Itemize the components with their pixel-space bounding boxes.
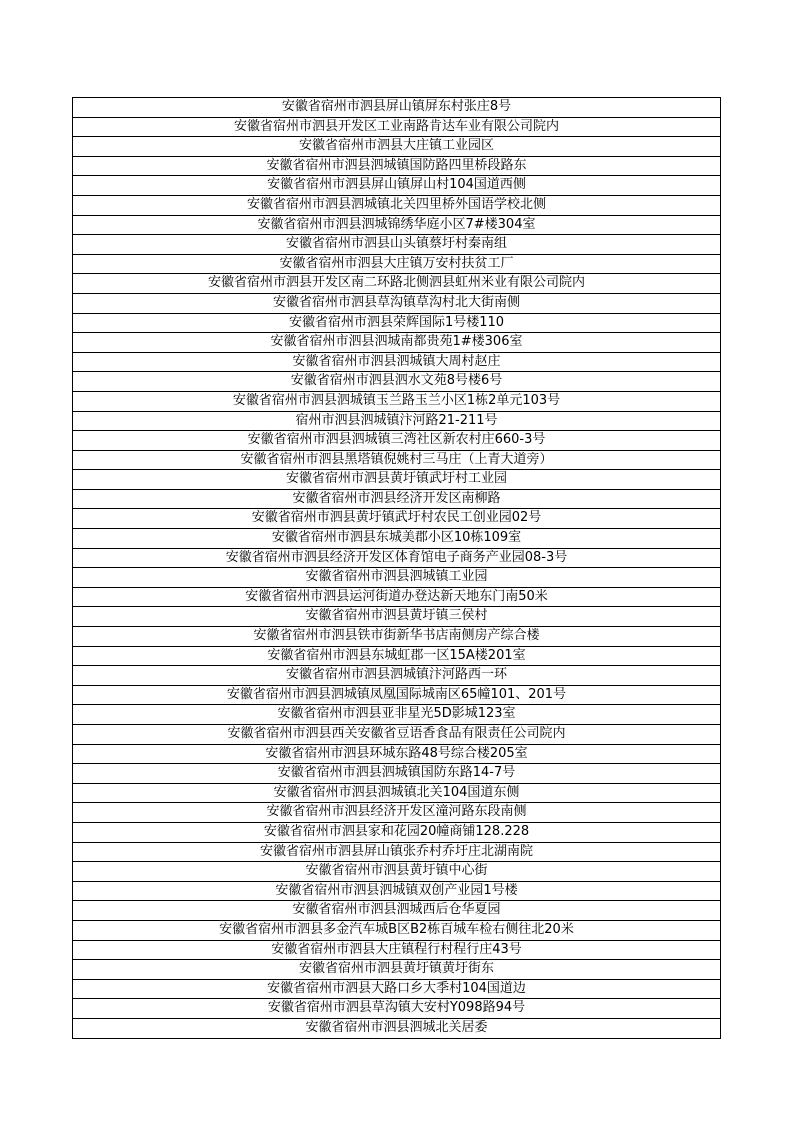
table-row [73,646,721,666]
table-row [73,1018,721,1038]
table-row [73,783,721,803]
table-row [73,293,721,313]
address-cell: 安徽省宿州市泗县草沟镇大安村Y098路94号 [73,999,721,1019]
table-row [73,764,721,784]
address-cell: 安徽省宿州市泗县泗城镇玉兰路玉兰小区1栋2单元103号 [73,391,721,411]
table-row [73,568,721,588]
table-row [73,666,721,686]
table-row [73,685,721,705]
address-cell: 安徽省宿州市泗县亚非星光5D影城123室 [73,705,721,725]
table-row [73,176,721,196]
address-cell: 安徽省宿州市泗县泗城镇工业园 [73,568,721,588]
table-row [73,803,721,823]
table-row [73,587,721,607]
table-row [73,999,721,1019]
address-cell: 宿州市泗县泗城镇汴河路21-211号 [73,411,721,431]
address-cell: 安徽省宿州市泗县大路口乡大季村104国道边 [73,979,721,999]
table-row [73,822,721,842]
address-cell: 安徽省宿州市泗县东城美郡小区10栋109室 [73,529,721,549]
table-row [73,489,721,509]
address-cell: 安徽省宿州市泗县泗水文苑8号楼6号 [73,372,721,392]
table-row [73,137,721,157]
address-cell: 安徽省宿州市泗县泗城镇北关104国道东侧 [73,783,721,803]
address-cell: 安徽省宿州市泗县东城虹郡一区15A楼201室 [73,646,721,666]
address-cell: 安徽省宿州市泗县开发区南二环路北侧泗县虹州米业有限公司院内 [73,274,721,294]
table-row [73,117,721,137]
address-cell: 安徽省宿州市泗县泗城北关居委 [73,1018,721,1038]
table-row [73,744,721,764]
table-row [73,842,721,862]
address-cell: 安徽省宿州市泗县黄圩镇三侯村 [73,607,721,627]
table-row [73,98,721,118]
address-cell: 安徽省宿州市泗县泗城镇国防东路14-7号 [73,764,721,784]
table-row [73,509,721,529]
address-cell: 安徽省宿州市泗县屏山镇屏山村104国道西侧 [73,176,721,196]
table-row [73,352,721,372]
address-cell: 安徽省宿州市泗县黄圩镇中心街 [73,862,721,882]
address-cell: 安徽省宿州市泗县大庄镇工业园区 [73,137,721,157]
address-cell: 安徽省宿州市泗县黄圩镇武圩村工业园 [73,470,721,490]
address-cell: 安徽省宿州市泗县开发区工业南路肯达车业有限公司院内 [73,117,721,137]
address-table-body [73,98,721,1039]
address-cell: 安徽省宿州市泗县屏山镇张乔村乔圩庄北湖南院 [73,842,721,862]
table-row [73,705,721,725]
address-cell: 安徽省宿州市泗县大庄镇程行村程行庄43号 [73,940,721,960]
table-row [73,274,721,294]
address-cell: 安徽省宿州市泗县屏山镇屏东村张庄8号 [73,98,721,118]
table-row [73,254,721,274]
document-page [72,97,721,1039]
table-row [73,156,721,176]
address-cell: 安徽省宿州市泗县山头镇蔡圩村秦南组 [73,235,721,255]
table-row [73,431,721,451]
table-row [73,333,721,353]
address-cell: 安徽省宿州市泗县泗城西后仓华夏园 [73,901,721,921]
table-row [73,372,721,392]
address-cell: 安徽省宿州市泗县多金汽车城B区B2栋百城车检右侧往北20米 [73,920,721,940]
table-row [73,195,721,215]
table-row [73,391,721,411]
address-cell: 安徽省宿州市泗县黑塔镇倪姚村三马庄（上青大道旁） [73,450,721,470]
address-cell: 安徽省宿州市泗县草沟镇草沟村北大街南侧 [73,293,721,313]
table-row [73,881,721,901]
address-cell: 安徽省宿州市泗县荣辉国际1号楼110 [73,313,721,333]
table-row [73,313,721,333]
table-row [73,627,721,647]
table-row [73,548,721,568]
table-row [73,940,721,960]
address-cell: 安徽省宿州市泗县西关安徽省豆语香食品有限责任公司院内 [73,725,721,745]
table-row [73,411,721,431]
table-row [73,725,721,745]
address-cell: 安徽省宿州市泗县环城东路48号综合楼205室 [73,744,721,764]
table-row [73,215,721,235]
table-row [73,529,721,549]
table-row [73,901,721,921]
address-cell: 安徽省宿州市泗县经济开发区体育馆电子商务产业园08-3号 [73,548,721,568]
table-row [73,470,721,490]
table-row [73,235,721,255]
address-cell: 安徽省宿州市泗县运河街道办登达新天地东门南50米 [73,587,721,607]
address-cell: 安徽省宿州市泗县泗城镇凤凰国际城南区65幢101、201号 [73,685,721,705]
table-row [73,607,721,627]
address-cell: 安徽省宿州市泗县黄圩镇武圩村农民工创业园02号 [73,509,721,529]
table-row [73,979,721,999]
address-cell: 安徽省宿州市泗县泗城锦绣华庭小区7#楼304室 [73,215,721,235]
address-cell: 安徽省宿州市泗县经济开发区潼河路东段南侧 [73,803,721,823]
address-cell: 安徽省宿州市泗县家和花园20幢商铺128.228 [73,822,721,842]
address-cell: 安徽省宿州市泗县泗城南都贵苑1#楼306室 [73,333,721,353]
address-cell: 安徽省宿州市泗县泗城镇汴河路西一环 [73,666,721,686]
address-cell: 安徽省宿州市泗县经济开发区南柳路 [73,489,721,509]
table-row [73,920,721,940]
address-cell: 安徽省宿州市泗县泗城镇三湾社区新农村庄660-3号 [73,431,721,451]
address-cell: 安徽省宿州市泗县泗城镇国防路四里桥段路东 [73,156,721,176]
address-cell: 安徽省宿州市泗县黄圩镇黄圩街东 [73,960,721,980]
address-cell: 安徽省宿州市泗县泗城镇双创产业园1号楼 [73,881,721,901]
table-row [73,960,721,980]
table-row [73,862,721,882]
address-cell: 安徽省宿州市泗县泗城镇大周村赵庄 [73,352,721,372]
address-cell: 安徽省宿州市泗县大庄镇万安村扶贫工厂 [73,254,721,274]
address-cell: 安徽省宿州市泗县泗城镇北关四里桥外国语学校北侧 [73,195,721,215]
address-cell: 安徽省宿州市泗县铁市街新华书店南侧房产综合楼 [73,627,721,647]
table-row [73,450,721,470]
address-table [72,97,721,1039]
